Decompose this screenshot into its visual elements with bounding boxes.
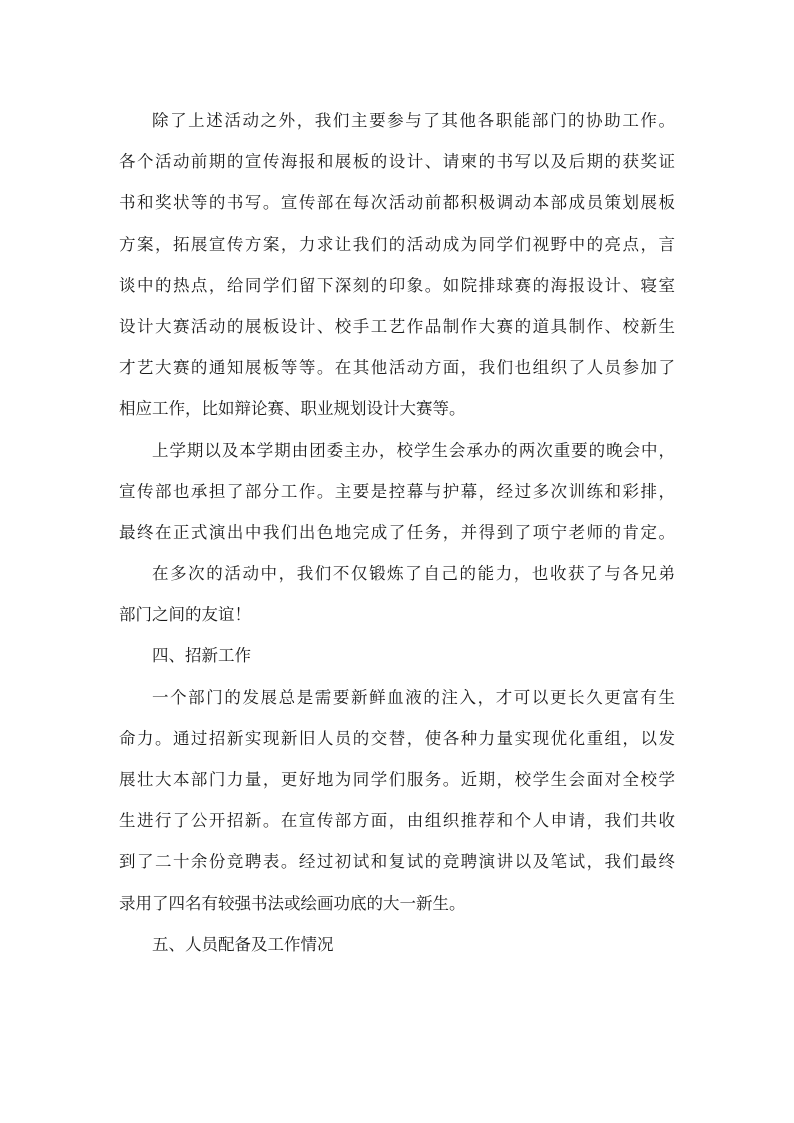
- paragraph-line: 最终在正式演出中我们出色地完成了任务，并得到了项宁老师的肯定。: [119, 522, 675, 542]
- paragraph-line: 一个部门的发展总是需要新鲜血液的注入，才可以更长久更富有生: [152, 687, 675, 707]
- body-text: [119, 100, 675, 965]
- paragraph-line: 命力。通过招新实现新旧人员的交替，使各种力量实现优化重组，以发: [119, 728, 675, 748]
- paragraph-line: 相应工作，比如辩论赛、职业规划设计大赛等。: [119, 399, 466, 419]
- paragraph-line: 上学期以及本学期由团委主办，校学生会承办的两次重要的晚会中，: [152, 440, 675, 460]
- paragraph-line: 部门之间的友谊！: [119, 605, 251, 625]
- paragraph-line: 才艺大赛的通知展板等等。在其他活动方面，我们也组织了人员参加了: [119, 358, 675, 378]
- paragraph-line: 设计大赛活动的展板设计、校手工艺作品制作大赛的道具制作、校新生: [119, 316, 675, 336]
- section-heading: 五、人员配备及工作情况: [152, 934, 334, 954]
- paragraph-line: 宣传部也承担了部分工作。主要是控幕与护幕，经过多次训练和彩排，: [119, 481, 675, 501]
- paragraph-line: 在多次的活动中，我们不仅锻炼了自己的能力，也收获了与各兄弟: [152, 564, 675, 584]
- section-heading: 四、招新工作: [152, 646, 251, 666]
- paragraph-line: 到了二十余份竞聘表。经过初试和复试的竞聘演讲以及笔试，我们最终: [119, 852, 675, 872]
- paragraph-line: 录用了四名有较强书法或绘画功底的大一新生。: [119, 893, 466, 913]
- paragraph-line: 谈中的热点，给同学们留下深刻的印象。如院排球赛的海报设计、寝室: [119, 275, 675, 295]
- paragraph-line: 方案，拓展宣传方案，力求让我们的活动成为同学们视野中的亮点，言: [119, 234, 675, 254]
- paragraph-line: 各个活动前期的宣传海报和展板的设计、请柬的书写以及后期的获奖证: [119, 152, 675, 172]
- paragraph-line: 展壮大本部门力量，更好地为同学们服务。近期，校学生会面对全校学: [119, 770, 675, 789]
- paragraph-line: 除了上述活动之外，我们主要参与了其他各职能部门的协助工作。: [152, 111, 675, 130]
- paragraph-line: 书和奖状等的书写。宣传部在每次活动前都积极调动本部成员策划展板: [119, 193, 675, 213]
- paragraph-line: 生进行了公开招新。在宣传部方面，由组织推荐和个人申请，我们共收: [119, 811, 675, 831]
